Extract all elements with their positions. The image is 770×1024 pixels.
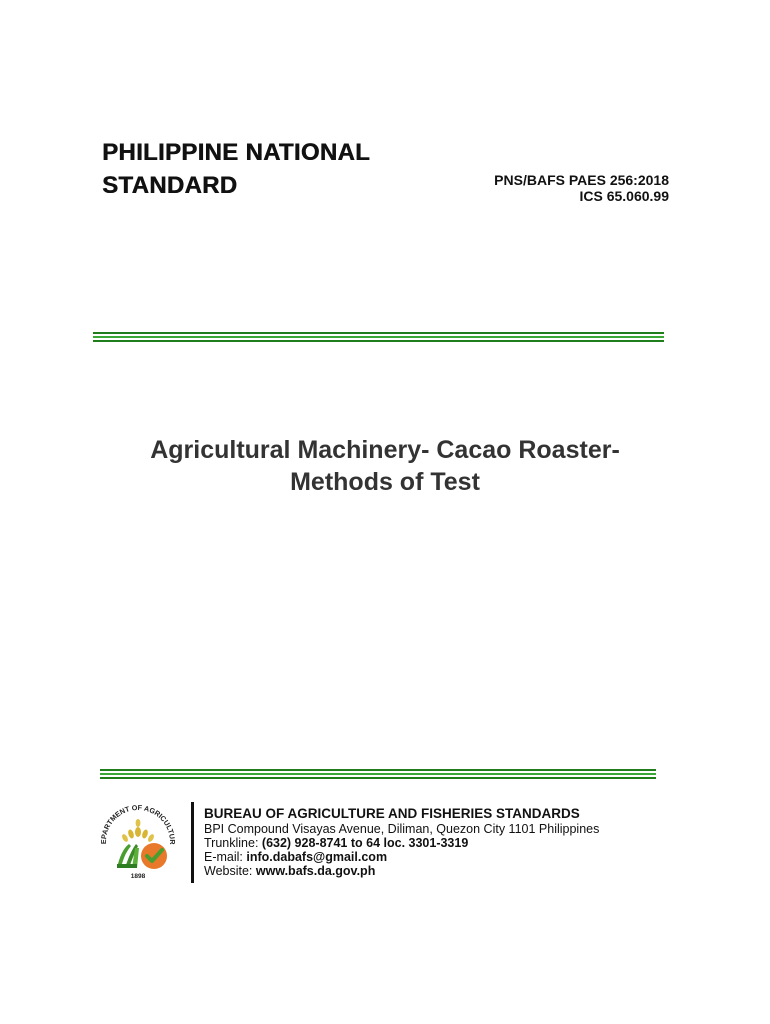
- website-label: Website:: [204, 864, 256, 878]
- pns-heading-line1: PHILIPPINE NATIONAL: [102, 139, 370, 166]
- website-link[interactable]: www.bafs.da.gov.ph: [255, 864, 376, 878]
- logo-arc-text: EPARTMENT OF AGRICULTUR: [98, 802, 178, 845]
- document-title-line1: Agricultural Machinery- Cacao Roaster-: [150, 436, 620, 464]
- logo-year: 1898: [130, 873, 146, 880]
- wheat-icon: [121, 819, 155, 843]
- email-label: E-mail:: [204, 850, 247, 864]
- department-of-agriculture-logo: [97, 798, 179, 880]
- trunkline-line: [204, 836, 599, 850]
- standard-code: PNS/BAFS PAES 256:2018: [494, 172, 669, 188]
- standard-codes: [494, 172, 669, 204]
- bottom-divider: [100, 769, 656, 779]
- vertical-divider: [191, 802, 194, 883]
- rice-stalks-icon: [117, 844, 139, 868]
- trunkline-label: Trunkline:: [204, 836, 262, 850]
- website-line: [204, 864, 599, 878]
- bureau-address: BPI Compound Visayas Avenue, Diliman, Quezon City 1101 Philippines: [204, 822, 600, 836]
- check-badge-icon: [141, 843, 167, 869]
- document-title: [60, 434, 710, 498]
- pns-heading-line2: STANDARD: [102, 172, 238, 199]
- document-title-line2: Methods of Test: [290, 468, 480, 496]
- top-divider: [93, 332, 664, 342]
- pns-heading: [102, 136, 370, 202]
- bureau-name: BUREAU OF AGRICULTURE AND FISHERIES STANDARDS: [204, 806, 580, 821]
- trunkline-value: (632) 928-8741 to 64 loc. 3301-3319: [261, 836, 469, 850]
- email-line: [204, 850, 599, 864]
- bureau-contact-block: [204, 807, 599, 878]
- ics-code: ICS 65.060.99: [579, 188, 669, 204]
- email-link[interactable]: info.dabafs@gmail.com: [246, 850, 388, 864]
